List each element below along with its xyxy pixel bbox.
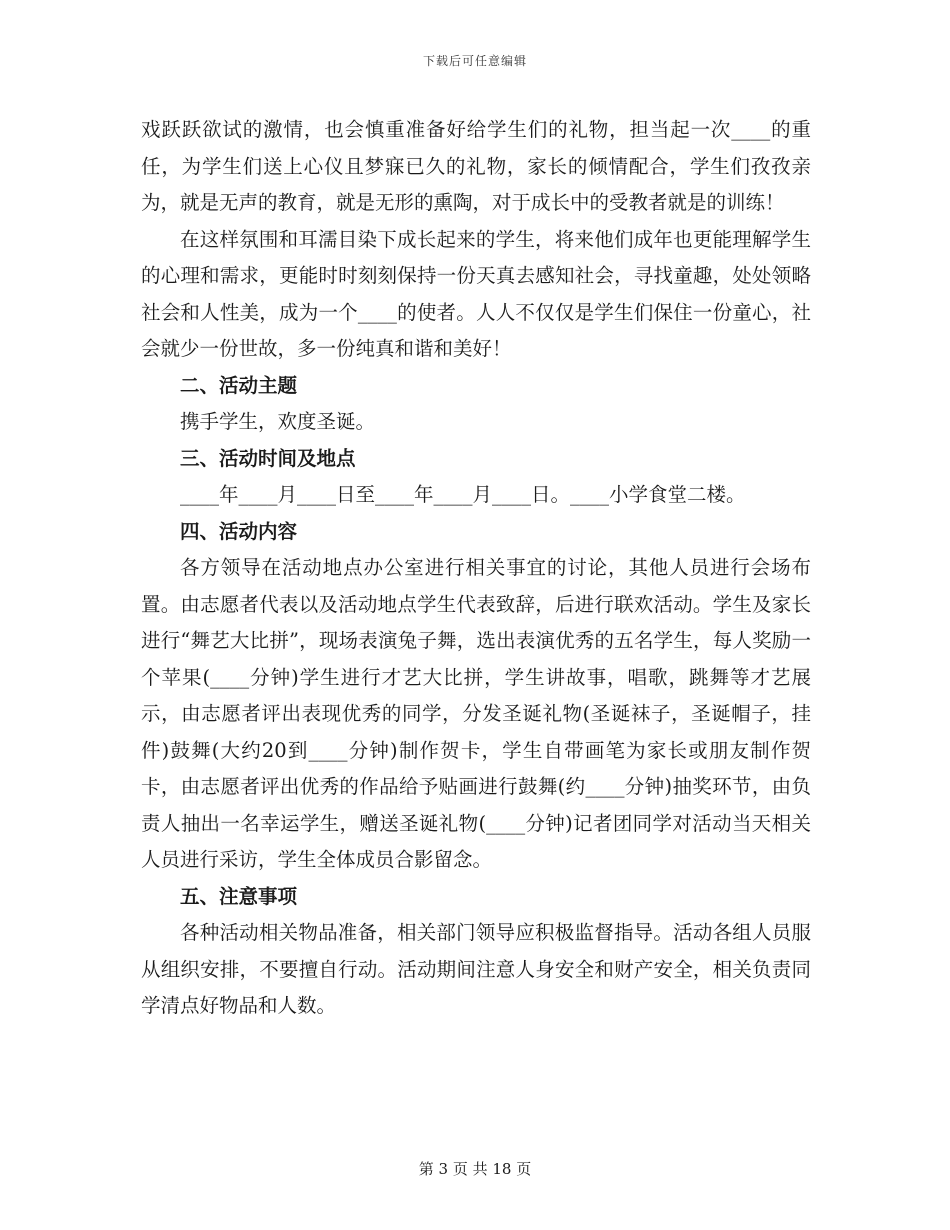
page-header-note: 下载后可任意编辑	[422, 54, 527, 68]
paragraph-content: 各方领导在活动地点办公室进行相关事宜的讨论，其他人员进行会场布置。由志愿者代表以及活动地点学生代表致辞，后进行联欢活动。学生及家长进行“舞艺大比拼”，现场表演兔子舞，选出表演优秀的五名学生，每人奖励一个苹果(____分钟)学生进行才艺大比拼，学生讲故事，唱歌，跳舞等才艺展示，由志愿者评出表现优秀的同学，分发圣诞礼物(圣诞袜子，圣诞帽子，挂件)鼓舞(大约20到____分钟)制作贺卡，学生自带画笔为家长或朋友制作贺卡，由志愿者评出优秀的作品给予贴画进行鼓舞(约____分钟)抽奖环节，由负责人抽出一名幸运学生，赠送圣诞礼物(____分钟)记者团同学对活动当天相关人员进行采访，学生全体成员合影留念。	[141, 556, 811, 871]
page-number: 第 3 页 共 18 页	[418, 1160, 532, 1178]
section-heading-notes: 五、注意事项	[180, 884, 298, 908]
paragraph-atmosphere: 在这样氛围和耳濡目染下成长起来的学生，将来他们成年也更能理解学生的心理和需求，更能时时刻刻保持一份天真去感知社会，寻找童趣，处处领略社会和人性美，成为一个____的使者。人人不仅仅是学生们保住一份童心，社会就少一份世故，多一份纯真和谐和美好！	[141, 227, 811, 360]
paragraph-time-place: ____年____月____日至____年____月____日。____小学食堂二楼。	[180, 483, 746, 506]
paragraph-theme: 携手学生，欢度圣诞。	[180, 410, 376, 433]
paragraph-notes: 各种活动相关物品准备，相关部门领导应积极监督指导。活动各组人员服从组织安排，不要擅自行动。活动期间注意人身安全和财产安全，相关负责同学清点好物品和人数。	[141, 921, 811, 1017]
section-heading-time-place: 三、活动时间及地点	[180, 446, 356, 470]
section-heading-content: 四、活动内容	[180, 519, 298, 543]
section-heading-theme: 二、活动主题	[180, 373, 298, 397]
paragraph-continued: 戏跃跃欲试的激情，也会慎重准备好给学生们的礼物，担当起一次____的重任，为学生们送上心仪且梦寐已久的礼物，家长的倾情配合，学生们孜孜亲为，就是无声的教育，就是无形的熏陶，对于成长中的受教者就是的训练！	[141, 118, 811, 214]
document-body	[141, 112, 811, 1025]
